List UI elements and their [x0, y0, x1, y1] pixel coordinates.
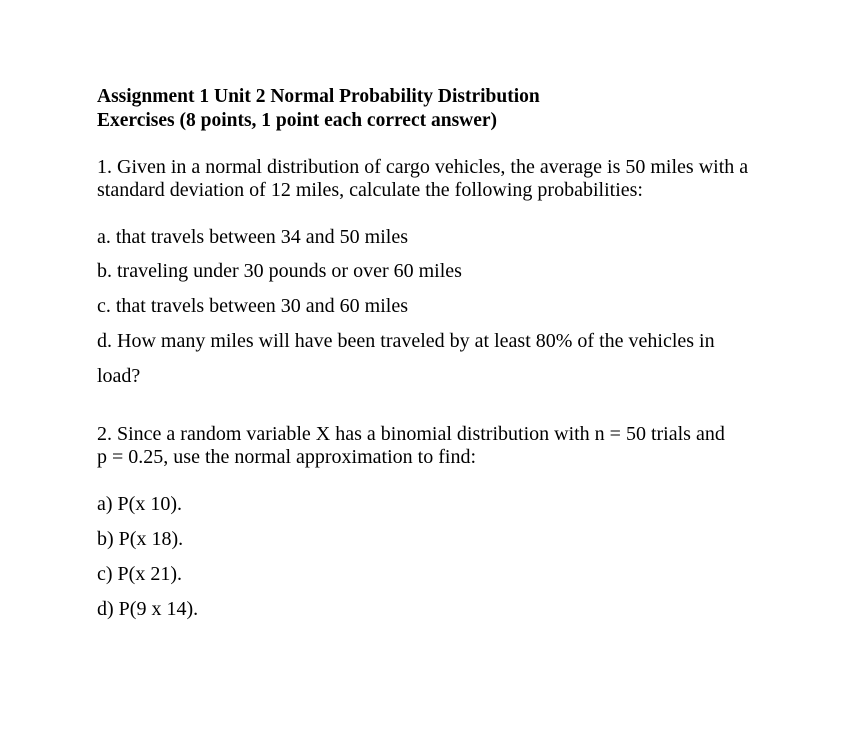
question-1-item-d-continued: load?	[97, 365, 141, 387]
question-2-prompt-line-1: 2. Since a random variable X has a binomial distribution with n = 50 trials and	[97, 423, 725, 445]
assignment-title: Assignment 1 Unit 2 Normal Probability Distribution	[97, 86, 540, 107]
question-1-item-c: c. that travels between 30 and 60 miles	[97, 295, 409, 317]
question-2-prompt-line-2: p = 0.25, use the normal approximation to find:	[97, 446, 476, 468]
question-2-item-b: b) P(x 18).	[97, 528, 184, 550]
question-2-item-d: d) P(9 x 14).	[97, 598, 199, 620]
question-1-prompt-line-2: standard deviation of 12 miles, calculate the following probabilities:	[97, 179, 643, 201]
question-1-prompt-line-1: 1. Given in a normal distribution of cargo vehicles, the average is 50 miles with a	[97, 156, 749, 178]
question-2-item-c: c) P(x 21).	[97, 563, 182, 585]
question-1-item-a: a. that travels between 34 and 50 miles	[97, 226, 409, 248]
question-1-item-d: d. How many miles will have been traveled by at least 80% of the vehicles in	[97, 330, 715, 352]
exercises-subtitle: Exercises (8 points, 1 point each correct answer)	[97, 110, 498, 131]
question-2-item-a: a) P(x 10).	[97, 493, 182, 515]
question-1-item-b: b. traveling under 30 pounds or over 60 miles	[97, 260, 462, 282]
